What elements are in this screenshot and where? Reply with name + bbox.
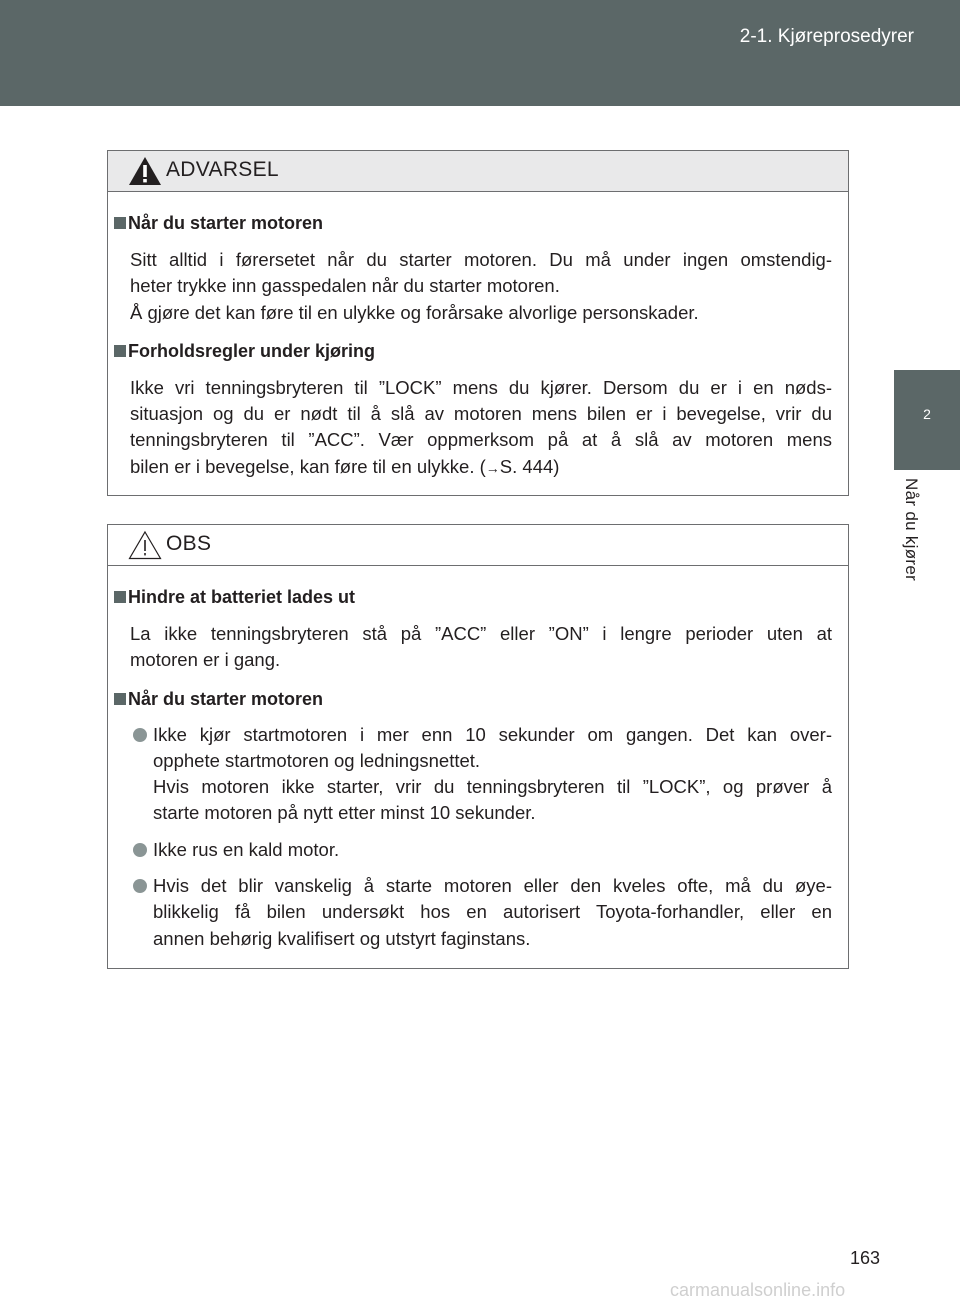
text-line: starte motoren på nytt etter minst 10 sekunder. (153, 802, 536, 824)
list-item (130, 873, 832, 952)
warning-item-text (130, 247, 832, 326)
notice-item-heading-text: Hindre at batteriet lades ut (128, 587, 356, 607)
text-line: heter trykke inn gasspedalen når du starter motoren. (130, 275, 560, 297)
text-fragment: bilen er i bevegelse, kan føre til en ulykke. ( (130, 455, 486, 477)
notice-item-heading (108, 686, 832, 712)
text-line: Å gjøre det kan føre til en ulykke og forårsake alvorlige personskader. (130, 301, 699, 323)
warning-title: ADVARSEL (166, 158, 279, 181)
notice-title: OBS (166, 532, 212, 555)
square-bullet-icon (114, 345, 126, 357)
text-line: blikkelig få bilen undersøkt hos en autorisert Toyota-forhandler, eller en (153, 901, 832, 923)
arrow-right-icon: → (485, 459, 500, 476)
page-reference-link[interactable]: S. 444) (499, 455, 560, 477)
circle-bullet-icon (133, 843, 147, 857)
notice-item-text (130, 621, 832, 674)
warning-triangle-filled-icon (128, 156, 162, 186)
warning-box (107, 150, 849, 496)
circle-bullet-icon (133, 879, 147, 893)
notice-item-heading-text: Når du starter motoren (128, 688, 324, 709)
text-line: Ikke rus en kald motor. (153, 838, 340, 860)
text-line: motoren er i gang. (130, 649, 281, 671)
notice-box-body (108, 566, 848, 974)
notice-item-heading (108, 584, 832, 610)
text-line: Ikke kjør startmotoren i mer enn 10 sekunder om gangen. Det kan over- (153, 723, 832, 745)
square-bullet-icon (114, 217, 126, 229)
circle-bullet-icon (133, 728, 147, 742)
warning-box-body (108, 192, 848, 503)
notice-box (107, 524, 849, 969)
warning-item-heading-text: Forholdsregler under kjøring (128, 340, 376, 361)
chapter-tab (894, 370, 960, 470)
chapter-label: Når du kjører (902, 478, 921, 582)
section-title: 2-1. Kjøreprosedyrer (739, 26, 914, 47)
text-line: Hvis det blir vanskelig å starte motoren eller den kveles ofte, må du øye- (153, 875, 832, 897)
list-item (130, 837, 832, 863)
warning-item-heading-text: Når du starter motoren (128, 213, 324, 233)
text-line: Ikke vri tenningsbryteren til ”LOCK” mens du kjører. Dersom du er i en nøds- (130, 376, 832, 398)
text-line (130, 454, 832, 481)
warning-item-heading (108, 338, 832, 364)
watermark: carmanualsonline.info (670, 1280, 846, 1300)
chapter-number: 2 (923, 406, 931, 422)
header-bar (0, 0, 960, 106)
square-bullet-icon (114, 693, 126, 705)
page-number: 163 (850, 1248, 881, 1268)
square-bullet-icon (114, 591, 126, 603)
warning-triangle-outline-icon (128, 530, 162, 560)
text-line: opphete startmotoren og ledningsnettet. (153, 749, 481, 771)
warning-box-header (108, 151, 848, 192)
text-line: tenningsbryteren til ”ACC”. Vær oppmerksom på at å slå av motoren mens (130, 429, 832, 451)
list-item (130, 722, 832, 827)
text-line: annen behørig kvalifisert og utstyrt faginstans. (153, 927, 531, 949)
text-line: Hvis motoren ikke starter, vrir du tenningsbryteren til ”LOCK”, og prøver å (153, 776, 832, 798)
notice-box-header (108, 525, 848, 566)
text-line: situasjon og du er nødt til å slå av motoren mens bilen er i bevegelse, vrir du (130, 403, 832, 425)
text-line: La ikke tenningsbryteren stå på ”ACC” eller ”ON” i lengre perioder uten at (130, 623, 832, 644)
warning-item-heading (108, 210, 832, 236)
text-line: Sitt alltid i førersetet når du starter motoren. Du må under ingen omstendig- (130, 249, 832, 270)
warning-item-text (130, 375, 832, 481)
